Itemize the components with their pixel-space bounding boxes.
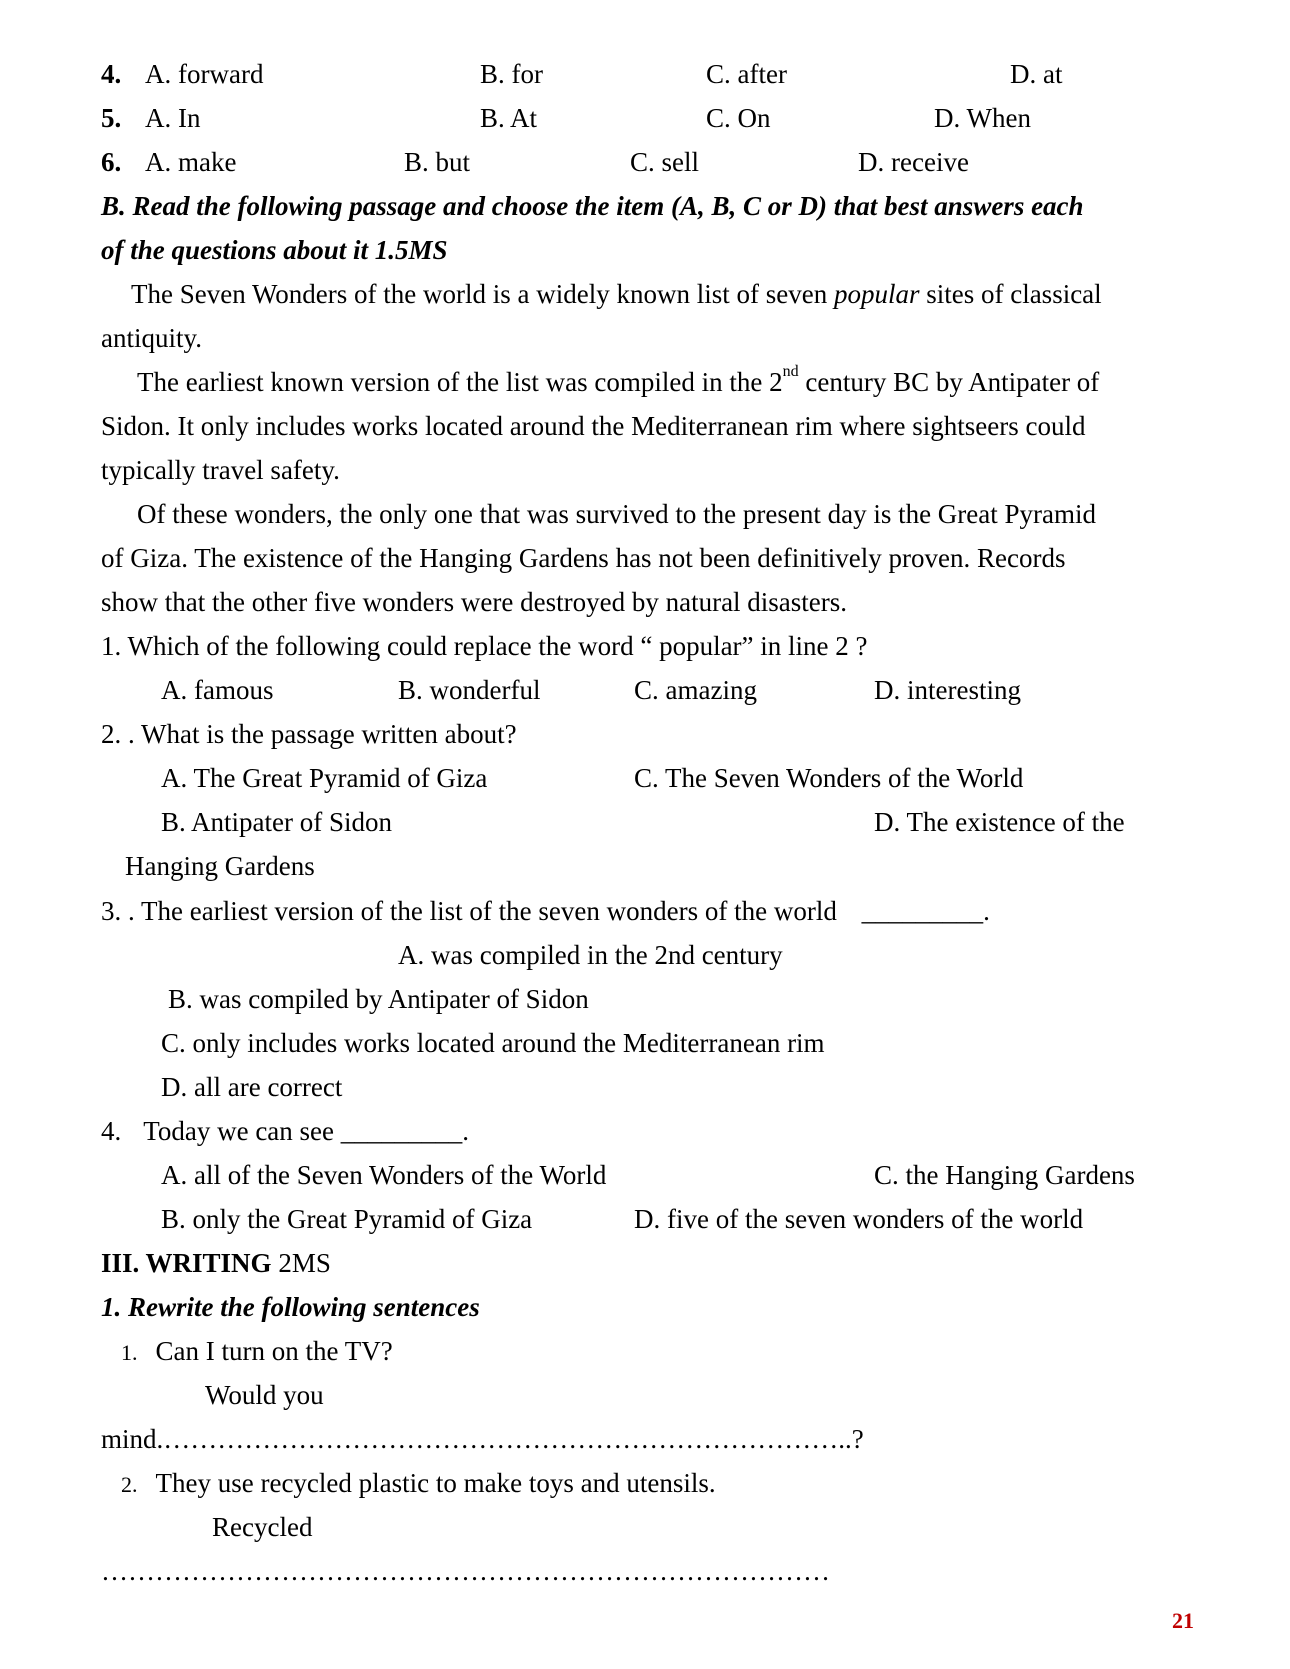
question-4-option-b: B. only the Great Pyramid of Giza <box>161 1204 533 1234</box>
question-1-option-b: B. wonderful <box>398 675 541 705</box>
question-3-option-c: C. only includes works located around the Mediterranean rim <box>161 1028 825 1058</box>
question-4-option-c: C. the Hanging Gardens <box>874 1160 1135 1190</box>
passage-p2-line3: typically travel safety. <box>101 455 340 485</box>
option-6a: A. make <box>145 147 237 177</box>
question-2: 2. . What is the passage written about? <box>101 719 517 749</box>
question-3-option-b: B. was compiled by Antipater of Sidon <box>168 984 589 1014</box>
option-5a: A. In <box>145 103 201 133</box>
rewrite-item-1-answer-line: mind.…………………………………………………………………..? <box>101 1424 864 1454</box>
rewrite-item-2: 2. They use recycled plastic to make toys and utensils. <box>121 1468 716 1498</box>
option-5d: D. When <box>934 103 1031 133</box>
rewrite-item-1-prompt: Would you <box>205 1380 324 1410</box>
writing-heading: III. WRITING 2MS <box>101 1248 331 1278</box>
option-6c: C. sell <box>630 147 700 177</box>
question-1: 1. Which of the following could replace the word “ popular” in line 2 ? <box>101 631 868 661</box>
option-5c: C. On <box>706 103 771 133</box>
option-4d: D. at <box>1010 59 1063 89</box>
option-4a: A. forward <box>145 59 264 89</box>
option-row-4-number: 4. <box>101 59 122 89</box>
option-6b: B. but <box>404 147 471 177</box>
option-4c: C. after <box>706 59 787 89</box>
reading-heading-cont: of the questions about it 1.5MS <box>101 235 448 265</box>
question-3-option-d: D. all are correct <box>161 1072 343 1102</box>
question-4-blank: _________ <box>340 1116 463 1146</box>
question-2-option-a: A. The Great Pyramid of Giza <box>161 763 488 793</box>
rewrite-heading: 1. Rewrite the following sentences <box>101 1292 480 1322</box>
question-1-option-c: C. amazing <box>634 675 757 705</box>
passage-p3-line1: Of these wonders, the only one that was survived to the present day is the Great Pyramid <box>137 499 1097 529</box>
passage-p2-line2: Sidon. It only includes works located around the Mediterranean rim where sightseers could <box>101 411 1086 441</box>
option-5b: B. At <box>480 103 538 133</box>
question-2-option-b: B. Antipater of Sidon <box>161 807 392 837</box>
option-row-5-number: 5. <box>101 103 122 133</box>
option-4b: B. for <box>480 59 543 89</box>
question-1-option-d: D. interesting <box>874 675 1021 705</box>
question-4-option-d: D. five of the seven wonders of the world <box>634 1204 1084 1234</box>
question-2-option-c: C. The Seven Wonders of the World <box>634 763 1024 793</box>
question-4: 4. Today we can see _________. <box>101 1116 470 1146</box>
question-2-option-d-cont: Hanging Gardens <box>125 851 315 881</box>
question-2-option-d: D. The existence of the <box>874 807 1125 837</box>
passage-p2-line1: The earliest known version of the list was compiled in the 2nd century BC by Antipater of <box>137 363 1100 397</box>
passage-p3-line3: show that the other five wonders were destroyed by natural disasters. <box>101 587 848 617</box>
passage-p1-line2: antiquity. <box>101 323 202 353</box>
question-1-option-a: A. famous <box>161 675 274 705</box>
page-number: 21 <box>1172 1608 1194 1633</box>
option-row-6-number: 6. <box>101 147 122 177</box>
rewrite-item-1: 1. Can I turn on the TV? <box>121 1336 393 1366</box>
option-6d: D. receive <box>858 147 969 177</box>
rewrite-item-2-prompt: Recycled <box>212 1512 313 1542</box>
passage-word-popular: popular <box>833 279 920 309</box>
reading-heading: B. Read the following passage and choose the item (A, B, C or D) that best answers each <box>101 191 1084 221</box>
passage-p3-line2: of Giza. The existence of the Hanging Gardens has not been definitively proven. Records <box>101 543 1066 573</box>
question-3: 3. . The earliest version of the list of the seven wonders of the world _________. <box>101 896 990 926</box>
passage-p1-line1: The Seven Wonders of the world is a widely known list of seven popular sites of classical <box>131 279 1102 309</box>
question-4-option-a: A. all of the Seven Wonders of the World <box>161 1160 607 1190</box>
question-3-option-a: A. was compiled in the 2nd century <box>398 940 783 970</box>
rewrite-item-2-answer-line: ……………………………………………………………………… <box>101 1556 830 1586</box>
question-3-blank: _________ <box>861 896 984 926</box>
